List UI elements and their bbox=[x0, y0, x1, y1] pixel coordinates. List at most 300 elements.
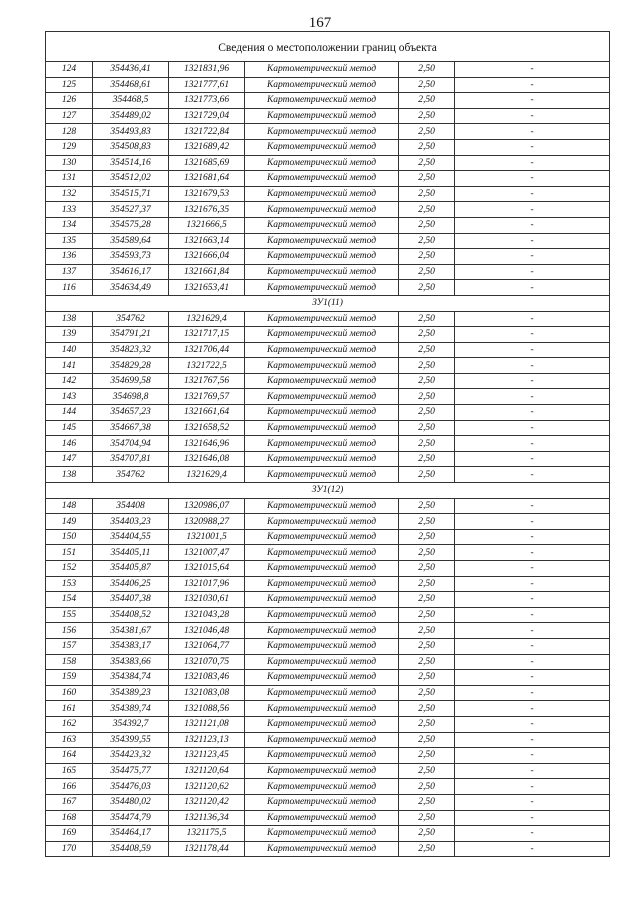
accuracy-cell: 2,50 bbox=[399, 124, 455, 140]
description-cell: - bbox=[455, 420, 610, 436]
point-number-cell: 124 bbox=[46, 62, 93, 78]
x-coordinate-cell: 354514,16 bbox=[93, 155, 169, 171]
description-cell: - bbox=[455, 311, 610, 327]
accuracy-cell: 2,50 bbox=[399, 311, 455, 327]
table-title: Сведения о местоположении границ объекта bbox=[46, 32, 610, 62]
accuracy-cell: 2,50 bbox=[399, 779, 455, 795]
accuracy-cell: 2,50 bbox=[399, 108, 455, 124]
x-coordinate-cell: 354762 bbox=[93, 467, 169, 483]
table-row bbox=[46, 498, 610, 514]
x-coordinate-cell: 354791,21 bbox=[93, 327, 169, 343]
table-row bbox=[46, 794, 610, 810]
description-cell: - bbox=[455, 155, 610, 171]
boundary-coordinates-table bbox=[45, 31, 610, 857]
y-coordinate-cell: 1321120,42 bbox=[169, 794, 245, 810]
method-cell: Картометрический метод bbox=[245, 810, 399, 826]
accuracy-cell: 2,50 bbox=[399, 93, 455, 109]
description-cell: - bbox=[455, 186, 610, 202]
description-cell: - bbox=[455, 592, 610, 608]
method-cell: Картометрический метод bbox=[245, 202, 399, 218]
x-coordinate-cell: 354475,77 bbox=[93, 763, 169, 779]
method-cell: Картометрический метод bbox=[245, 732, 399, 748]
description-cell: - bbox=[455, 623, 610, 639]
accuracy-cell: 2,50 bbox=[399, 327, 455, 343]
y-coordinate-cell: 1321120,62 bbox=[169, 779, 245, 795]
x-coordinate-cell: 354593,73 bbox=[93, 249, 169, 265]
section-header-row bbox=[46, 483, 610, 499]
y-coordinate-cell: 1321178,44 bbox=[169, 841, 245, 857]
method-cell: Картометрический метод bbox=[245, 342, 399, 358]
accuracy-cell: 2,50 bbox=[399, 529, 455, 545]
method-cell: Картометрический метод bbox=[245, 545, 399, 561]
description-cell: - bbox=[455, 607, 610, 623]
method-cell: Картометрический метод bbox=[245, 171, 399, 187]
y-coordinate-cell: 1321121,08 bbox=[169, 716, 245, 732]
description-cell: - bbox=[455, 389, 610, 405]
description-cell: - bbox=[455, 77, 610, 93]
table-row bbox=[46, 716, 610, 732]
x-coordinate-cell: 354408 bbox=[93, 498, 169, 514]
point-number-cell: 158 bbox=[46, 654, 93, 670]
description-cell: - bbox=[455, 794, 610, 810]
point-number-cell: 162 bbox=[46, 716, 93, 732]
point-number-cell: 142 bbox=[46, 373, 93, 389]
accuracy-cell: 2,50 bbox=[399, 405, 455, 421]
method-cell: Картометрический метод bbox=[245, 794, 399, 810]
y-coordinate-cell: 1321043,28 bbox=[169, 607, 245, 623]
table-row bbox=[46, 124, 610, 140]
x-coordinate-cell: 354512,02 bbox=[93, 171, 169, 187]
table-row bbox=[46, 108, 610, 124]
method-cell: Картометрический метод bbox=[245, 280, 399, 296]
table-row bbox=[46, 233, 610, 249]
point-number-cell: 154 bbox=[46, 592, 93, 608]
point-number-cell: 147 bbox=[46, 451, 93, 467]
section-header-row bbox=[46, 295, 610, 311]
point-number-cell: 169 bbox=[46, 826, 93, 842]
accuracy-cell: 2,50 bbox=[399, 763, 455, 779]
accuracy-cell: 2,50 bbox=[399, 77, 455, 93]
x-coordinate-cell: 354480,02 bbox=[93, 794, 169, 810]
y-coordinate-cell: 1321070,75 bbox=[169, 654, 245, 670]
method-cell: Картометрический метод bbox=[245, 763, 399, 779]
table-row bbox=[46, 623, 610, 639]
method-cell: Картометрический метод bbox=[245, 561, 399, 577]
description-cell: - bbox=[455, 670, 610, 686]
method-cell: Картометрический метод bbox=[245, 638, 399, 654]
description-cell: - bbox=[455, 124, 610, 140]
description-cell: - bbox=[455, 280, 610, 296]
description-cell: - bbox=[455, 779, 610, 795]
y-coordinate-cell: 1321679,53 bbox=[169, 186, 245, 202]
description-cell: - bbox=[455, 841, 610, 857]
x-coordinate-cell: 354384,74 bbox=[93, 670, 169, 686]
table-row bbox=[46, 373, 610, 389]
x-coordinate-cell: 354476,03 bbox=[93, 779, 169, 795]
description-cell: - bbox=[455, 685, 610, 701]
description-cell: - bbox=[455, 93, 610, 109]
accuracy-cell: 2,50 bbox=[399, 841, 455, 857]
y-coordinate-cell: 1321083,46 bbox=[169, 670, 245, 686]
table-row bbox=[46, 592, 610, 608]
method-cell: Картометрический метод bbox=[245, 716, 399, 732]
point-number-cell: 132 bbox=[46, 186, 93, 202]
x-coordinate-cell: 354468,5 bbox=[93, 93, 169, 109]
description-cell: - bbox=[455, 561, 610, 577]
accuracy-cell: 2,50 bbox=[399, 498, 455, 514]
table-row bbox=[46, 249, 610, 265]
y-coordinate-cell: 1321666,5 bbox=[169, 217, 245, 233]
method-cell: Картометрический метод bbox=[245, 670, 399, 686]
accuracy-cell: 2,50 bbox=[399, 373, 455, 389]
x-coordinate-cell: 354829,28 bbox=[93, 358, 169, 374]
y-coordinate-cell: 1320988,27 bbox=[169, 514, 245, 530]
table-row bbox=[46, 545, 610, 561]
y-coordinate-cell: 1321666,04 bbox=[169, 249, 245, 265]
table-row bbox=[46, 186, 610, 202]
x-coordinate-cell: 354508,83 bbox=[93, 139, 169, 155]
description-cell: - bbox=[455, 62, 610, 78]
x-coordinate-cell: 354515,71 bbox=[93, 186, 169, 202]
y-coordinate-cell: 1321629,4 bbox=[169, 311, 245, 327]
accuracy-cell: 2,50 bbox=[399, 202, 455, 218]
x-coordinate-cell: 354383,17 bbox=[93, 638, 169, 654]
table-row bbox=[46, 576, 610, 592]
x-coordinate-cell: 354468,61 bbox=[93, 77, 169, 93]
x-coordinate-cell: 354667,38 bbox=[93, 420, 169, 436]
x-coordinate-cell: 354408,52 bbox=[93, 607, 169, 623]
x-coordinate-cell: 354389,74 bbox=[93, 701, 169, 717]
description-cell: - bbox=[455, 358, 610, 374]
table-row bbox=[46, 62, 610, 78]
y-coordinate-cell: 1321123,45 bbox=[169, 748, 245, 764]
accuracy-cell: 2,50 bbox=[399, 436, 455, 452]
point-number-cell: 156 bbox=[46, 623, 93, 639]
accuracy-cell: 2,50 bbox=[399, 249, 455, 265]
accuracy-cell: 2,50 bbox=[399, 451, 455, 467]
page-number: 167 bbox=[308, 15, 332, 31]
table-row bbox=[46, 638, 610, 654]
point-number-cell: 126 bbox=[46, 93, 93, 109]
x-coordinate-cell: 354616,17 bbox=[93, 264, 169, 280]
x-coordinate-cell: 354762 bbox=[93, 311, 169, 327]
method-cell: Картометрический метод bbox=[245, 108, 399, 124]
method-cell: Картометрический метод bbox=[245, 623, 399, 639]
method-cell: Картометрический метод bbox=[245, 139, 399, 155]
method-cell: Картометрический метод bbox=[245, 373, 399, 389]
x-coordinate-cell: 354823,32 bbox=[93, 342, 169, 358]
y-coordinate-cell: 1320986,07 bbox=[169, 498, 245, 514]
y-coordinate-cell: 1321064,77 bbox=[169, 638, 245, 654]
table-row bbox=[46, 670, 610, 686]
table-row bbox=[46, 529, 610, 545]
description-cell: - bbox=[455, 638, 610, 654]
accuracy-cell: 2,50 bbox=[399, 62, 455, 78]
point-number-cell: 134 bbox=[46, 217, 93, 233]
y-coordinate-cell: 1321773,66 bbox=[169, 93, 245, 109]
point-number-cell: 139 bbox=[46, 327, 93, 343]
point-number-cell: 143 bbox=[46, 389, 93, 405]
method-cell: Картометрический метод bbox=[245, 186, 399, 202]
accuracy-cell: 2,50 bbox=[399, 342, 455, 358]
table-row bbox=[46, 264, 610, 280]
table-row bbox=[46, 561, 610, 577]
y-coordinate-cell: 1321769,57 bbox=[169, 389, 245, 405]
y-coordinate-cell: 1321658,52 bbox=[169, 420, 245, 436]
point-number-cell: 138 bbox=[46, 467, 93, 483]
accuracy-cell: 2,50 bbox=[399, 685, 455, 701]
description-cell: - bbox=[455, 716, 610, 732]
method-cell: Картометрический метод bbox=[245, 826, 399, 842]
accuracy-cell: 2,50 bbox=[399, 514, 455, 530]
point-number-cell: 170 bbox=[46, 841, 93, 857]
point-number-cell: 161 bbox=[46, 701, 93, 717]
method-cell: Картометрический метод bbox=[245, 451, 399, 467]
method-cell: Картометрический метод bbox=[245, 358, 399, 374]
accuracy-cell: 2,50 bbox=[399, 233, 455, 249]
point-number-cell: 166 bbox=[46, 779, 93, 795]
accuracy-cell: 2,50 bbox=[399, 607, 455, 623]
accuracy-cell: 2,50 bbox=[399, 826, 455, 842]
point-number-cell: 136 bbox=[46, 249, 93, 265]
method-cell: Картометрический метод bbox=[245, 311, 399, 327]
x-coordinate-cell: 354493,83 bbox=[93, 124, 169, 140]
point-number-cell: 146 bbox=[46, 436, 93, 452]
point-number-cell: 145 bbox=[46, 420, 93, 436]
method-cell: Картометрический метод bbox=[245, 217, 399, 233]
description-cell: - bbox=[455, 498, 610, 514]
point-number-cell: 138 bbox=[46, 311, 93, 327]
y-coordinate-cell: 1321030,61 bbox=[169, 592, 245, 608]
point-number-cell: 167 bbox=[46, 794, 93, 810]
accuracy-cell: 2,50 bbox=[399, 716, 455, 732]
table-row bbox=[46, 514, 610, 530]
table-row bbox=[46, 810, 610, 826]
description-cell: - bbox=[455, 576, 610, 592]
method-cell: Картометрический метод bbox=[245, 249, 399, 265]
y-coordinate-cell: 1321767,56 bbox=[169, 373, 245, 389]
table-row bbox=[46, 155, 610, 171]
accuracy-cell: 2,50 bbox=[399, 592, 455, 608]
y-coordinate-cell: 1321015,64 bbox=[169, 561, 245, 577]
method-cell: Картометрический метод bbox=[245, 514, 399, 530]
method-cell: Картометрический метод bbox=[245, 77, 399, 93]
x-coordinate-cell: 354474,79 bbox=[93, 810, 169, 826]
description-cell: - bbox=[455, 202, 610, 218]
method-cell: Картометрический метод bbox=[245, 748, 399, 764]
method-cell: Картометрический метод bbox=[245, 685, 399, 701]
method-cell: Картометрический метод bbox=[245, 389, 399, 405]
description-cell: - bbox=[455, 545, 610, 561]
method-cell: Картометрический метод bbox=[245, 436, 399, 452]
method-cell: Картометрический метод bbox=[245, 841, 399, 857]
point-number-cell: 140 bbox=[46, 342, 93, 358]
description-cell: - bbox=[455, 171, 610, 187]
x-coordinate-cell: 354389,23 bbox=[93, 685, 169, 701]
point-number-cell: 168 bbox=[46, 810, 93, 826]
description-cell: - bbox=[455, 514, 610, 530]
y-coordinate-cell: 1321046,48 bbox=[169, 623, 245, 639]
accuracy-cell: 2,50 bbox=[399, 576, 455, 592]
accuracy-cell: 2,50 bbox=[399, 638, 455, 654]
description-cell: - bbox=[455, 327, 610, 343]
point-number-cell: 149 bbox=[46, 514, 93, 530]
y-coordinate-cell: 1321681,64 bbox=[169, 171, 245, 187]
y-coordinate-cell: 1321685,69 bbox=[169, 155, 245, 171]
method-cell: Картометрический метод bbox=[245, 592, 399, 608]
y-coordinate-cell: 1321646,08 bbox=[169, 451, 245, 467]
y-coordinate-cell: 1321706,44 bbox=[169, 342, 245, 358]
table-row bbox=[46, 202, 610, 218]
description-cell: - bbox=[455, 529, 610, 545]
description-cell: - bbox=[455, 139, 610, 155]
point-number-cell: 163 bbox=[46, 732, 93, 748]
method-cell: Картометрический метод bbox=[245, 701, 399, 717]
point-number-cell: 150 bbox=[46, 529, 93, 545]
method-cell: Картометрический метод bbox=[245, 93, 399, 109]
table-row bbox=[46, 436, 610, 452]
table-row bbox=[46, 826, 610, 842]
method-cell: Картометрический метод bbox=[245, 654, 399, 670]
table-row bbox=[46, 607, 610, 623]
description-cell: - bbox=[455, 373, 610, 389]
table-title-row bbox=[46, 32, 610, 62]
x-coordinate-cell: 354405,11 bbox=[93, 545, 169, 561]
y-coordinate-cell: 1321653,41 bbox=[169, 280, 245, 296]
description-cell: - bbox=[455, 748, 610, 764]
accuracy-cell: 2,50 bbox=[399, 358, 455, 374]
accuracy-cell: 2,50 bbox=[399, 186, 455, 202]
point-number-cell: 148 bbox=[46, 498, 93, 514]
accuracy-cell: 2,50 bbox=[399, 155, 455, 171]
table-row bbox=[46, 77, 610, 93]
point-number-cell: 157 bbox=[46, 638, 93, 654]
method-cell: Картометрический метод bbox=[245, 779, 399, 795]
table-row bbox=[46, 327, 610, 343]
description-cell: - bbox=[455, 810, 610, 826]
table-row bbox=[46, 763, 610, 779]
table-row bbox=[46, 358, 610, 374]
table-row bbox=[46, 779, 610, 795]
method-cell: Картометрический метод bbox=[245, 498, 399, 514]
accuracy-cell: 2,50 bbox=[399, 217, 455, 233]
y-coordinate-cell: 1321007,47 bbox=[169, 545, 245, 561]
y-coordinate-cell: 1321175,5 bbox=[169, 826, 245, 842]
y-coordinate-cell: 1321088,56 bbox=[169, 701, 245, 717]
accuracy-cell: 2,50 bbox=[399, 420, 455, 436]
accuracy-cell: 2,50 bbox=[399, 670, 455, 686]
point-number-cell: 141 bbox=[46, 358, 93, 374]
y-coordinate-cell: 1321001,5 bbox=[169, 529, 245, 545]
description-cell: - bbox=[455, 763, 610, 779]
y-coordinate-cell: 1321831,96 bbox=[169, 62, 245, 78]
point-number-cell: 127 bbox=[46, 108, 93, 124]
description-cell: - bbox=[455, 217, 610, 233]
point-number-cell: 116 bbox=[46, 280, 93, 296]
method-cell: Картометрический метод bbox=[245, 327, 399, 343]
x-coordinate-cell: 354575,28 bbox=[93, 217, 169, 233]
table-row bbox=[46, 685, 610, 701]
description-cell: - bbox=[455, 732, 610, 748]
point-number-cell: 160 bbox=[46, 685, 93, 701]
x-coordinate-cell: 354464,17 bbox=[93, 826, 169, 842]
point-number-cell: 159 bbox=[46, 670, 93, 686]
description-cell: - bbox=[455, 264, 610, 280]
description-cell: - bbox=[455, 451, 610, 467]
table-row bbox=[46, 311, 610, 327]
x-coordinate-cell: 354589,64 bbox=[93, 233, 169, 249]
accuracy-cell: 2,50 bbox=[399, 389, 455, 405]
table-row bbox=[46, 451, 610, 467]
x-coordinate-cell: 354527,37 bbox=[93, 202, 169, 218]
x-coordinate-cell: 354436,41 bbox=[93, 62, 169, 78]
y-coordinate-cell: 1321120,64 bbox=[169, 763, 245, 779]
y-coordinate-cell: 1321717,15 bbox=[169, 327, 245, 343]
y-coordinate-cell: 1321083,08 bbox=[169, 685, 245, 701]
accuracy-cell: 2,50 bbox=[399, 467, 455, 483]
method-cell: Картометрический метод bbox=[245, 467, 399, 483]
x-coordinate-cell: 354704,94 bbox=[93, 436, 169, 452]
method-cell: Картометрический метод bbox=[245, 405, 399, 421]
point-number-cell: 137 bbox=[46, 264, 93, 280]
point-number-cell: 152 bbox=[46, 561, 93, 577]
method-cell: Картометрический метод bbox=[245, 233, 399, 249]
y-coordinate-cell: 1321629,4 bbox=[169, 467, 245, 483]
x-coordinate-cell: 354399,55 bbox=[93, 732, 169, 748]
method-cell: Картометрический метод bbox=[245, 529, 399, 545]
table-row bbox=[46, 139, 610, 155]
accuracy-cell: 2,50 bbox=[399, 545, 455, 561]
point-number-cell: 130 bbox=[46, 155, 93, 171]
accuracy-cell: 2,50 bbox=[399, 280, 455, 296]
y-coordinate-cell: 1321646,96 bbox=[169, 436, 245, 452]
x-coordinate-cell: 354403,23 bbox=[93, 514, 169, 530]
method-cell: Картометрический метод bbox=[245, 607, 399, 623]
accuracy-cell: 2,50 bbox=[399, 810, 455, 826]
x-coordinate-cell: 354383,66 bbox=[93, 654, 169, 670]
point-number-cell: 135 bbox=[46, 233, 93, 249]
y-coordinate-cell: 1321123,13 bbox=[169, 732, 245, 748]
y-coordinate-cell: 1321777,61 bbox=[169, 77, 245, 93]
point-number-cell: 144 bbox=[46, 405, 93, 421]
x-coordinate-cell: 354707,81 bbox=[93, 451, 169, 467]
x-coordinate-cell: 354423,32 bbox=[93, 748, 169, 764]
accuracy-cell: 2,50 bbox=[399, 794, 455, 810]
x-coordinate-cell: 354404,55 bbox=[93, 529, 169, 545]
x-coordinate-cell: 354698,8 bbox=[93, 389, 169, 405]
description-cell: - bbox=[455, 701, 610, 717]
point-number-cell: 133 bbox=[46, 202, 93, 218]
x-coordinate-cell: 354381,67 bbox=[93, 623, 169, 639]
point-number-cell: 153 bbox=[46, 576, 93, 592]
y-coordinate-cell: 1321661,64 bbox=[169, 405, 245, 421]
accuracy-cell: 2,50 bbox=[399, 171, 455, 187]
y-coordinate-cell: 1321661,84 bbox=[169, 264, 245, 280]
x-coordinate-cell: 354407,38 bbox=[93, 592, 169, 608]
point-number-cell: 131 bbox=[46, 171, 93, 187]
table-row bbox=[46, 748, 610, 764]
y-coordinate-cell: 1321722,84 bbox=[169, 124, 245, 140]
table-row bbox=[46, 389, 610, 405]
x-coordinate-cell: 354657,23 bbox=[93, 405, 169, 421]
method-cell: Картометрический метод bbox=[245, 155, 399, 171]
point-number-cell: 151 bbox=[46, 545, 93, 561]
description-cell: - bbox=[455, 826, 610, 842]
y-coordinate-cell: 1321689,42 bbox=[169, 139, 245, 155]
accuracy-cell: 2,50 bbox=[399, 264, 455, 280]
method-cell: Картометрический метод bbox=[245, 124, 399, 140]
x-coordinate-cell: 354699,58 bbox=[93, 373, 169, 389]
